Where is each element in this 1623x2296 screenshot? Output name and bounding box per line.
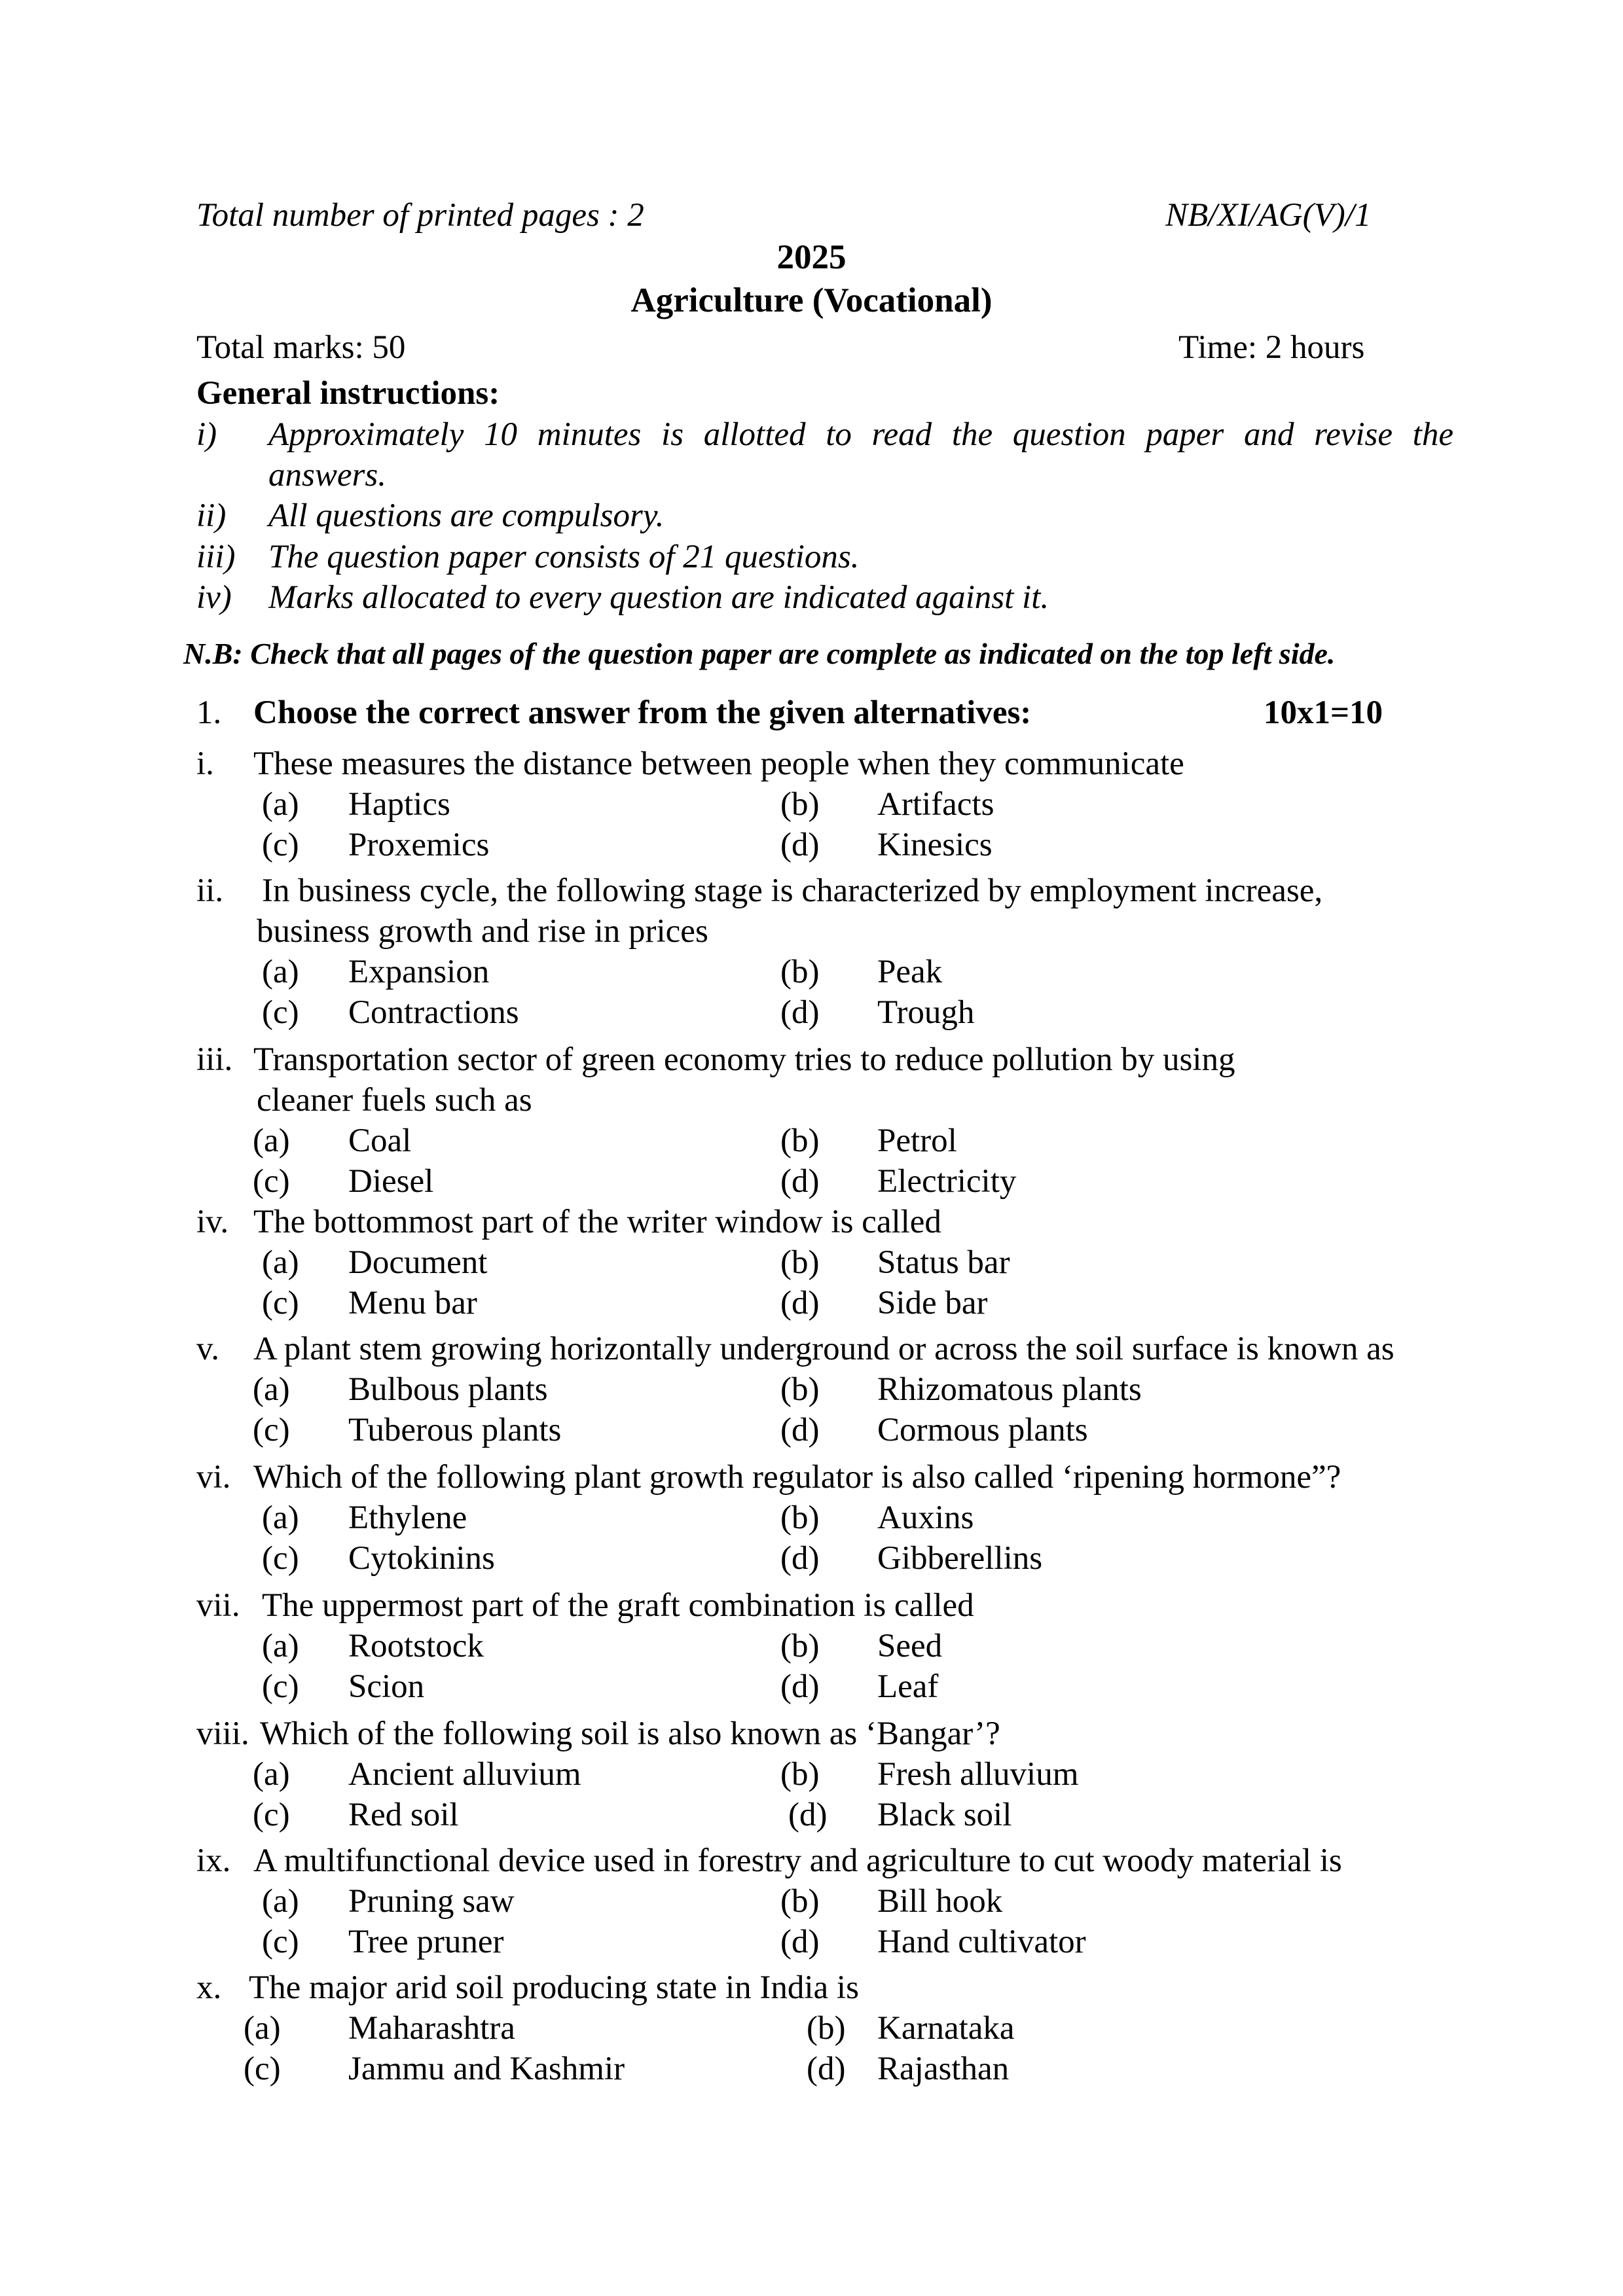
option-text: Diesel <box>348 1163 434 1200</box>
option-text: Expansion <box>348 954 490 990</box>
option-label: (d) <box>780 1668 820 1705</box>
exam-year: 2025 <box>776 238 847 276</box>
instruction-text: All questions are compulsory. <box>268 497 665 534</box>
option-label: (c) <box>262 827 299 863</box>
question-number: viii. <box>196 1715 249 1752</box>
option-text: Tuberous plants <box>348 1412 562 1448</box>
question-number: iv. <box>196 1204 229 1240</box>
section-number: 1. <box>196 694 222 731</box>
option-text: Contractions <box>348 994 519 1031</box>
option-label: (c) <box>262 1924 299 1960</box>
option-label: (c) <box>244 2051 281 2087</box>
option-text: Leaf <box>877 1668 939 1705</box>
option-label: (b) <box>780 1883 820 1920</box>
instruction-text: answers. <box>268 457 386 493</box>
option-text: Rajasthan <box>877 2051 1010 2087</box>
option-label: (b) <box>780 1122 820 1159</box>
option-label: (b) <box>780 1499 820 1536</box>
option-text: Haptics <box>348 786 450 823</box>
option-text: Peak <box>877 954 943 990</box>
question-stem: Transportation sector of green economy tries to reduce pollution by using <box>253 1041 1235 1078</box>
option-text: Scion <box>348 1668 425 1705</box>
question-stem: These measures the distance between people when they communicate <box>253 745 1184 782</box>
question-number: i. <box>196 745 214 782</box>
option-text: Rhizomatous plants <box>877 1371 1142 1408</box>
option-label: (a) <box>253 1122 290 1159</box>
option-text: Gibberellins <box>877 1540 1043 1577</box>
option-label: (d) <box>780 994 820 1031</box>
option-text: Coal <box>348 1122 412 1159</box>
option-label: (a) <box>262 954 299 990</box>
option-text: Tree pruner <box>348 1924 504 1960</box>
option-label: (a) <box>262 1244 299 1281</box>
option-text: Ancient alluvium <box>348 1756 581 1793</box>
option-label: (d) <box>788 1797 828 1833</box>
option-label: (c) <box>262 1285 299 1321</box>
option-text: Kinesics <box>877 827 993 863</box>
question-number: x. <box>196 1969 222 2006</box>
option-label: (a) <box>244 2010 281 2047</box>
option-text: Proxemics <box>348 827 490 863</box>
option-text: Auxins <box>877 1499 974 1536</box>
option-text: Bill hook <box>877 1883 1003 1920</box>
option-label: (d) <box>780 1540 820 1577</box>
question-number: vi. <box>196 1459 231 1496</box>
instruction-text: Marks allocated to every question are indicated against it. <box>268 579 1049 616</box>
option-label: (a) <box>253 1756 290 1793</box>
instructions-heading: General instructions: <box>196 375 500 412</box>
instruction-number: ii) <box>196 497 227 534</box>
subject-title: Agriculture (Vocational) <box>630 281 993 319</box>
option-label: (c) <box>262 1540 299 1577</box>
section-marks: 10x1=10 <box>1264 694 1383 731</box>
option-label: (c) <box>253 1797 290 1833</box>
question-stem: The uppermost part of the graft combination is called <box>262 1587 974 1624</box>
option-text: Rootstock <box>348 1628 484 1664</box>
option-text: Jammu and Kashmir <box>348 2051 625 2087</box>
question-stem: The bottommost part of the writer window is called <box>253 1204 941 1240</box>
question-number: ii. <box>196 872 224 909</box>
option-text: Petrol <box>877 1122 957 1159</box>
instruction-number: iv) <box>196 579 232 616</box>
option-label: (c) <box>253 1412 290 1448</box>
question-number: vii. <box>196 1587 240 1624</box>
question-stem: Which of the following plant growth regulator is also called ‘ripening hormone”? <box>253 1459 1341 1496</box>
question-stem: business growth and rise in prices <box>257 913 708 950</box>
nb-note: N.B: Check that all pages of the question paper are complete as indicated on the top left side. <box>183 637 1336 670</box>
question-stem: cleaner fuels such as <box>257 1082 532 1119</box>
question-number: v. <box>196 1331 219 1367</box>
option-label: (b) <box>780 1244 820 1281</box>
option-label: (d) <box>780 1163 820 1200</box>
option-text: Trough <box>877 994 975 1031</box>
instruction-text: Approximately 10 minutes is allotted to read the question paper and revise the <box>268 416 1453 453</box>
option-text: Pruning saw <box>348 1883 515 1920</box>
option-label: (b) <box>780 786 820 823</box>
option-label: (b) <box>780 1371 820 1408</box>
option-label: (d) <box>780 1924 820 1960</box>
option-text: Status bar <box>877 1244 1010 1281</box>
option-text: Electricity <box>877 1163 1017 1200</box>
option-label: (d) <box>807 2051 846 2087</box>
option-text: Cormous plants <box>877 1412 1088 1448</box>
option-label: (b) <box>780 1628 820 1664</box>
option-label: (b) <box>780 954 820 990</box>
option-text: Fresh alluvium <box>877 1756 1079 1793</box>
option-text: Cytokinins <box>348 1540 495 1577</box>
option-label: (d) <box>780 1412 820 1448</box>
paper-code: NB/XI/AG(V)/1 <box>1165 197 1372 234</box>
option-label: (c) <box>262 1668 299 1705</box>
option-label: (b) <box>807 2010 846 2047</box>
total-marks: Total marks: 50 <box>196 329 406 366</box>
time-allowed: Time: 2 hours <box>1178 329 1365 366</box>
option-label: (c) <box>253 1163 290 1200</box>
option-text: Hand cultivator <box>877 1924 1086 1960</box>
option-label: (a) <box>262 1883 299 1920</box>
option-text: Ethylene <box>348 1499 467 1536</box>
option-text: Document <box>348 1244 488 1281</box>
question-number: iii. <box>196 1041 233 1078</box>
option-text: Seed <box>877 1628 943 1664</box>
option-label: (d) <box>780 827 820 863</box>
instruction-number: iii) <box>196 539 236 575</box>
question-stem: In business cycle, the following stage is characterized by employment increase, <box>262 872 1323 909</box>
option-label: (b) <box>780 1756 820 1793</box>
question-stem: A multifunctional device used in forestry and agriculture to cut woody material is <box>253 1842 1342 1879</box>
instruction-text: The question paper consists of 21 questions. <box>268 539 860 575</box>
question-stem: Which of the following soil is also known as ‘Bangar’? <box>260 1715 1000 1752</box>
option-text: Maharashtra <box>348 2010 515 2047</box>
section-title: Choose the correct answer from the given alternatives: <box>253 694 1032 731</box>
option-text: Artifacts <box>877 786 994 823</box>
printed-pages-note: Total number of printed pages : 2 <box>196 197 644 234</box>
instruction-number: i) <box>196 416 217 453</box>
option-label: (a) <box>262 786 299 823</box>
option-label: (a) <box>253 1371 290 1408</box>
option-label: (a) <box>262 1628 299 1664</box>
question-stem: The major arid soil producing state in India is <box>249 1969 859 2006</box>
option-text: Bulbous plants <box>348 1371 548 1408</box>
option-text: Menu bar <box>348 1285 477 1321</box>
option-label: (d) <box>780 1285 820 1321</box>
question-stem: A plant stem growing horizontally underground or across the soil surface is known as <box>253 1331 1395 1367</box>
option-label: (c) <box>262 994 299 1031</box>
option-text: Black soil <box>877 1797 1012 1833</box>
option-label: (a) <box>262 1499 299 1536</box>
option-text: Side bar <box>877 1285 988 1321</box>
question-number: ix. <box>196 1842 231 1879</box>
option-text: Karnataka <box>877 2010 1015 2047</box>
option-text: Red soil <box>348 1797 459 1833</box>
